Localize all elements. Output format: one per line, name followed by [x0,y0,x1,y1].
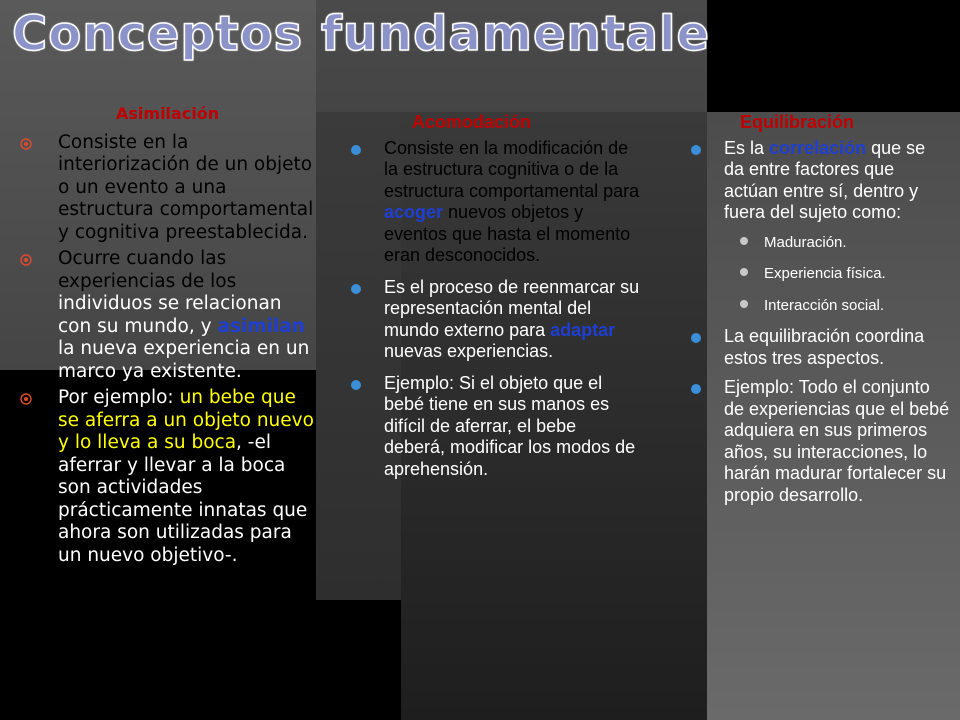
paragraph-text: Consiste en la interiorización de un objeto o un evento a una estructura comportamental y cognitiva preestablecida. [58,131,314,243]
list-item [0,248,314,383]
paragraph-text: Es la [724,137,765,158]
circled-dot-bullet-icon [20,254,32,266]
column-heading-asimilacion: Asimilación [116,104,220,123]
sub-bullet-icon [740,237,748,245]
sub-list-item [724,232,950,254]
sub-list-item [724,263,950,285]
highlight-text: acoger [384,202,444,222]
round-dot-bullet-icon [350,379,362,391]
list-item [350,277,640,363]
circled-dot-bullet-icon [20,138,32,150]
paragraph-text: nuevos objetos y eventos que hasta el momento eran desconocidos. [384,202,631,265]
paragraph-text: La equilibración coordina estos tres aspectos. [724,326,925,368]
round-dot-bullet-icon [690,383,702,395]
list-item [688,138,950,317]
paragraph-text: Es el proceso de reenmarcar su representación mental del mundo externo para [384,276,640,340]
paragraph-text: nuevas experiencias. [384,341,554,361]
round-dot-bullet-icon [690,144,702,156]
highlight-text: un bebe que se aferra a un objeto nuevo y lo lleva a su boca [58,387,314,453]
background-panel-center-left-bottom [316,600,401,720]
round-dot-bullet-icon [350,283,362,295]
sub-list-item [724,295,950,317]
list-item [688,377,950,506]
paragraph-text: la nueva experiencia en un marco ya existente. [58,338,310,382]
paragraph-text: Consiste en la modificación de la estructura cognitiva o de la estructura comportamental para [384,137,640,201]
list-item [0,387,314,567]
sub-bullet-icon [740,300,748,308]
slide-title: Conceptos fundamentale [12,6,711,62]
bullet-list [0,132,314,568]
sub-list-text: Maduración. [764,233,847,251]
paragraph-text: que el bebé tiene en sus manos es difícil de aferrar, el bebe deberá, modificar los modos de aprehensión. [384,372,636,479]
highlight-text: adaptar [550,319,616,340]
sub-bullet-icon [740,268,748,276]
column-asimilacion [0,103,314,571]
round-dot-bullet-icon [690,332,702,344]
highlight-text: asimilan [217,315,305,337]
column-equilibracion [688,112,950,514]
column-heading-acomodacion: Acomodación [412,112,532,132]
sub-list-text: Experiencia física. [764,265,886,282]
paragraph-text: Por ejemplo: [58,387,174,408]
paragraph-text: Ejemplo: Si el objeto [384,372,549,393]
sub-bullet-list [724,232,950,317]
column-acomodacion [350,112,640,490]
paragraph-text: Ocurre cuando las experiencias de los [58,248,237,292]
background-panel-top-right [707,0,960,112]
list-item [350,373,640,481]
round-dot-bullet-icon [350,144,362,156]
list-item [350,138,640,267]
list-item [0,132,314,245]
paragraph-text: que se da entre factores que actúan entre sí, dentro y fuera del sujeto como: [724,137,926,222]
circled-dot-bullet-icon [20,393,32,405]
paragraph-text: Ejemplo: Todo el conjunto de experiencias que el bebé adquiera en sus primeros años, su interacciones, lo harán madurar fortalecer su propio desarrollo. [724,377,950,505]
highlight-text: correlación [769,137,867,158]
bullet-list [688,138,950,507]
paragraph-text: , -el aferrar y llevar a la boca son actividades prácticamente innatas que ahora son utilizadas para un nuevo objetivo-. [58,432,308,566]
list-item [688,326,950,369]
column-heading-equilibracion: Equilibración [740,112,855,132]
paragraph-text: individuos se relacionan con su mundo, y [58,293,282,337]
sub-list-text: Interacción social. [764,296,885,314]
bullet-list [350,138,640,481]
